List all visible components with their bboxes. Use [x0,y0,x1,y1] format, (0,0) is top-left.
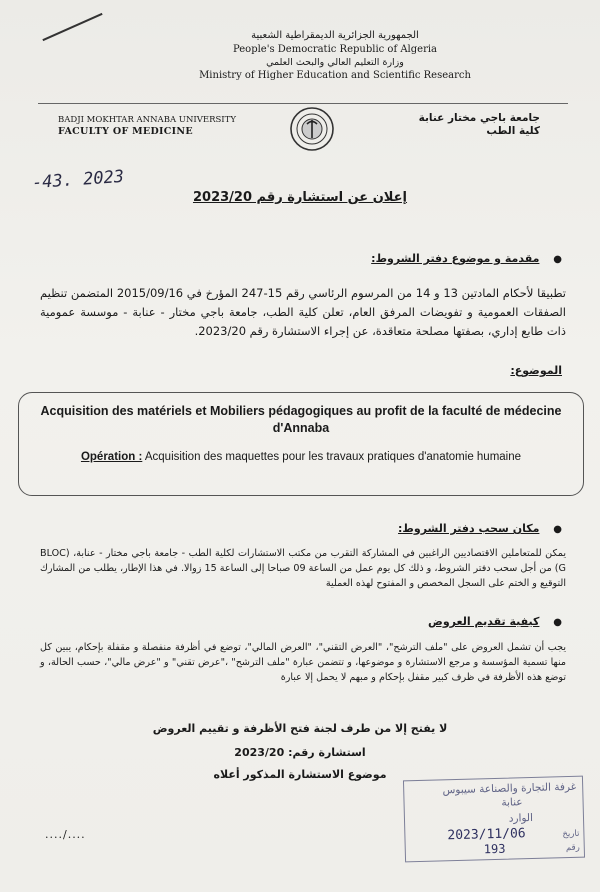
document-title-text: إعلان عن استشارة رقم 2023/20 [192,190,408,205]
stamp-line-3: الوارد [508,811,534,825]
institution-english [58,115,236,137]
stamp-date-label: تاريخ [562,828,580,840]
university-name-arabic: جامعة باجي مختار عنابة [418,112,540,124]
reception-stamp [403,776,585,863]
stamp-date-value: 2023/11/06 [447,826,526,844]
header-arabic-ministry: وزارة التعليم العالي والبحث العلمي [266,57,404,68]
bullet-icon: ● [553,254,562,265]
header-english-republic: People's Democratic Republic of Algeria [232,44,438,55]
section-subject-heading [510,364,562,377]
operation-line [19,451,583,463]
section-intro-heading [371,252,562,265]
closing-line-3: موضوع الاستشارة المذكور أعلاه [213,768,387,781]
header-english-ministry: Ministry of Higher Education and Scientific Research [199,70,471,81]
bullet-icon: ● [553,617,562,628]
closing-line-1: لا يفتح إلا من طرف لجنة فتح الأظرفة و تقييم العروض [152,722,448,735]
closing-line-2: استشارة رقم: 2023/20 [234,746,366,759]
intro-heading-text: مقدمة و موضوع دفتر الشروط: [371,252,540,265]
section-place-heading [398,522,562,535]
page-number: ..../.... [45,828,86,841]
university-name: BADJI MOKHTAR ANNABA UNIVERSITY [58,115,236,125]
offers-heading-text: كيفية تقديم العروض [428,615,540,628]
subject-box [18,392,584,496]
document-title [0,190,600,205]
faculty-name: FACULTY OF MEDICINE [58,126,193,137]
header-arabic-republic: الجمهورية الجزائرية الديمقراطية الشعبية [251,30,419,41]
operation-text: Acquisition des maquettes pour les travaux pratiques d'anatomie humaine [142,451,522,463]
place-heading-text: مكان سحب دفتر الشروط: [398,522,540,535]
header-divider [38,103,568,104]
faculty-name-arabic: كلية الطب [486,125,540,137]
stamp-line-1: غرفة التجارة والصناعة سيبوس [442,780,577,797]
university-logo [288,105,336,153]
stamp-number-label: رقم [565,842,580,854]
handwritten-reference: -43. 2023 [31,166,125,194]
institution-arabic [400,112,540,138]
offers-paragraph: يجب أن تشمل العروض على "ملف الترشح"، "العرض التقني"، "العرض المالي"، توضع في أظرفة منفصلة و مقفلة بإحكام، يبين كل منها تسمية المؤسسة و مرجع الاستشارة و موضوعها، و تتضمن عبارة "ملف الترشح" ،"عرض تقني" و "عرض مالي"، حسب الحالة، و توضع هذه الأظرفة في ظرف كبير مقفل بإحكام و مبهم لا يحمل إلا عبارة [40,642,566,683]
intro-paragraph: تطبيقا لأحكام المادتين 13 و 14 من المرسوم الرئاسي رقم 15-247 المؤرخ في 2015/09/16 المتضمن تنظيم الصفقات العمومية و تفويضات المرفق العام، تعلن كلية الطب، جامعة باجي مختار - عنابة - موسسة عمومية ذات طابع إداري، بصفتها مصلحة متعاقدة، عن إجراء الاستشارة رقم 2023/20. [40,286,566,338]
stamp-line-2: عنابة [501,796,523,809]
stamp-number-value: 193 [483,841,506,857]
section-offers-heading [428,615,562,628]
bullet-icon: ● [553,524,562,535]
subject-heading-text: الموضوع: [510,364,562,377]
subject-title: Acquisition des matériels et Mobiliers pédagogiques au profit de la faculté de médecine d'Annaba [40,404,562,435]
place-paragraph: يمكن للمتعاملين الاقتصاديين الراغبين في المشاركة التقرب من مكتب الاستشارات لكلية الطب - جامعة باجي مختار - عنابة، (BLOC G) من أجل سحب دفتر الشروط، و ذلك كل يوم عمل من الساعة 09 صباحا إلى الساعة 15 زوالا. في هذا الإطار، يطلب من المشارك التوقيع و الختم على السجل المخصص و المفتوح لهذه العملية [40,548,566,589]
operation-label: Opération : [80,451,143,463]
